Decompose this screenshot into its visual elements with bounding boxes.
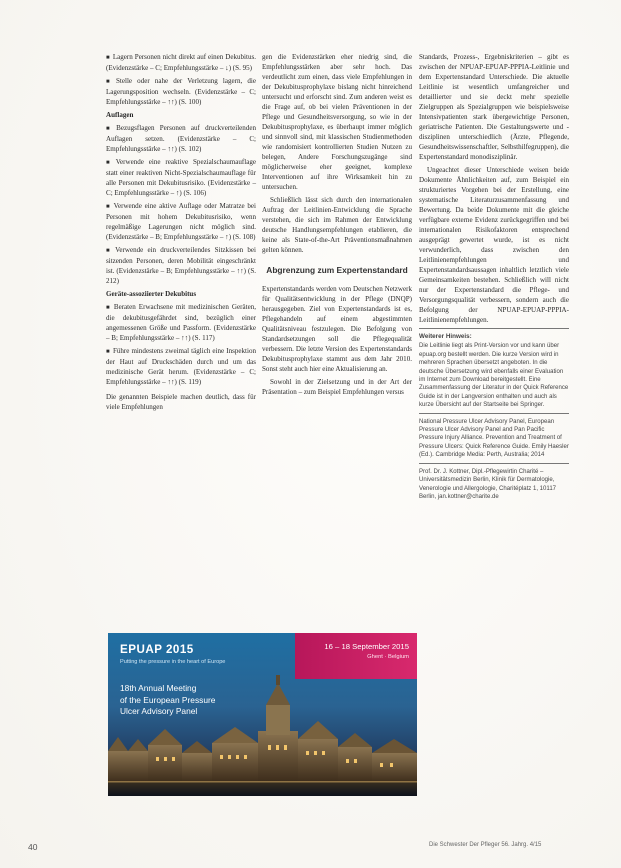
divider — [419, 463, 569, 464]
banner-meeting-line: 18th Annual Meeting — [120, 683, 197, 693]
column-3 — [419, 52, 569, 501]
body-paragraph: Standards, Prozess-, Ergebniskriterien – gibt es zwischen der NPUAP-EPUAP-PPPIA-Leitlinie und dem Expertenstandard Unterschiede. Die aktuelle Leitlinie ist wesentlich umfangreicher und detaillierter und sie deckt mehr spezielle Zielgruppen als Spezialgruppen wie beispielsweise Intensivpatienten stark übergewichtige Personen, geriatrische Patienten. Die Gestaltungswerte und -disziplinen unterschiedlich (Ärzte, Pflegende, Gesundheitswissenschaftler, Selbsthilfegruppen), die Expertenstandard monodisziplinär. — [419, 53, 569, 161]
note-title: Weiterer Hinweis: — [419, 333, 472, 340]
banner-meeting-line: Ulcer Advisory Panel — [120, 706, 198, 716]
body-paragraph: Expertenstandards werden vom Deutschen Netzwerk für Qualitätsentwicklung in der Pflege (DNQP) herausgegeben. Ziel von Expertenstandards ist es, Pflegehandeln auf einem abgestimmten Qualitätsniveau festzulegen. Die Befolgung von Standardsetzungen soll die Pflegequalität verbessern. Die letzte Version des Expertenstandards Dekubitusprophylaxe stammt aus dem Jahr 2010. Sonst steht auch hier eine Aktualisierung an. — [262, 285, 412, 373]
epuap-advert-banner — [108, 633, 417, 796]
recommendation-paragraph: ■ Verwende ein druckverteilendes Sitzkissen bei sitzenden Personen, deren Mobilität eingeschränkt ist. (Evidenzstärke – B; Empfehlungsstärke – ↑↑) (S. 212) — [106, 245, 256, 286]
banner-subtitle: Putting the pressure in the heart of Europe — [120, 659, 226, 665]
section-subheading-auflagen: Auflagen — [106, 111, 134, 119]
body-paragraph: Sowohl in der Zielsetzung und in der Art der Präsentation – zum Beispiel Empfehlungen versus — [262, 378, 412, 396]
column-2 — [262, 52, 412, 400]
recommendation-paragraph: ■ Verwende eine reaktive Spezialschaumauflage statt einer reaktiven Nicht-Spezialschaumauflage für alle Personen mit Dekubitusrisiko. (Evidenzstärke – C; Empfehlungsstärke – ↑) (S. 106) — [106, 157, 256, 198]
recommendation-paragraph: ■ Verwende eine aktive Auflage oder Matratze bei Personen mit hohem Dekubitusrisiko, wenn regelmäßige Lagerungen nicht möglich sind. (Evidenzstärke – B; Empfehlungsstärke – ↑) (S. 108) — [106, 201, 256, 242]
body-paragraph: Ungeachtet dieser Unterschiede weisen beide Dokumente Ähnlichkeiten auf, zum Beispiel ein strukturiertes Vorgehen bei der Erstellung, eine systematische Literaturzusammenfassung und Bewertung. Da beide Dokumente mit die gleiche verfügbare externe Evidenz zurückgegriffen und bei internationalen Risikofaktoren entsprechend ausgeprägt gewertet wurde, ist es nicht verwunderlich, dass zwischen den Leitlinienempfehlungen und Expertenstandardsaussagen inhaltlich letztlich viele Gemeinsamkeiten bestehen. Schließlich will nicht nur der Expertenstandard die Pflege- und Versorgungsqualität verbessern, sondern auch die Befolgung der NPUAP-EPUAP-PPPIA-Leitlinienempfehlungen. — [419, 166, 569, 324]
divider — [419, 328, 569, 329]
recommendation-paragraph: ■ Bezugsflagen Personen auf druckverteilenden Auflagen setzen. (Evidenzstärke – C; Empfehlungsstärke – ↑↑) (S. 102) — [106, 123, 256, 154]
page-number: 40 — [28, 842, 38, 852]
banner-location: Ghent · Belgium — [367, 654, 409, 660]
column-1 — [106, 52, 256, 415]
section-heading: Abgrenzung zum Expertenstandard — [266, 265, 408, 275]
body-paragraph: Die genannten Beispiele machen deutlich, dass für viele Empfehlungen — [106, 393, 256, 411]
body-paragraph: gen die Evidenzstärken eher niedrig sind, die Empfehlungsstärken aber sehr hoch. Das verdeutlicht zum einen, dass viele Empfehlungen in der Dekubitusprophylaxe bislang nicht hinreichend untersucht und erforscht sind. Zum anderen weist es die Frage auf, ob bei vielen Präventionen in der Pflege und Gesundheitsversorgung, so wie in der Dekubitusprophylaxe, es überhaupt immer möglich und sinnvoll sind, mit klassischen Studienmethoden wie randomisiert kontrollierten Studien Nutzen zu belegen, Andere Forschungszugänge sind möglicherweise eher geeignet, komplexe Interventionen auf ihre Wirksamkeit hin zu untersuchen. — [262, 53, 412, 191]
divider — [419, 413, 569, 414]
recommendation-paragraph: ■ Lagern Personen nicht direkt auf einen Dekubitus. (Evidenzstärke – C; Empfehlungsstärke – ↓) (S. 95) — [106, 52, 256, 73]
body-paragraph: Schließlich lässt sich durch den internationalen Auftrag der Leitlinien-Entwicklung die Sprache verstehen, die sich im Rahmen der Entwicklung deutsche Handlungsempfehlungen etablieren, die keine als State-of-the-Art Präventionsmaßnahmen gelten können. — [262, 196, 412, 254]
recommendation-paragraph: ■ Führe mindestens zweimal täglich eine Inspektion der Haut auf Druckschäden durch und um das medizinische Gerät herum. (Evidenzstärke – C; Empfehlungsstärke – ↑↑) (S. 119) — [106, 346, 256, 387]
banner-title: EPUAP 2015 — [120, 643, 194, 656]
banner-dates: 16 – 18 September 2015 — [324, 642, 409, 651]
recommendation-paragraph: ■ Beraten Erwachsene mit medizinischen Geräten, die dekubitusgefährdet sind, bezüglich einer angemessenen Größe und Passform. (Evidenzstärke – B; Empfehlungsstärke – ↑↑) (S. 117) — [106, 302, 256, 343]
section-subheading-geraete: Geräte-assoziierter Dekubitus — [106, 290, 197, 298]
recommendation-paragraph: ■ Stelle oder nahe der Verletzung lagern, die Lagerungsposition wechseln. (Evidenzstärke – C; Empfehlungsstärke – ↑↑) (S. 100) — [106, 76, 256, 107]
banner-meeting-line: of the European Pressure — [120, 694, 216, 705]
author-box: Prof. Dr. J. Kottner, Dipl.-Pflegewirtin Charité – Universitätsmedizin Berlin, Klinik für Dermatologie, Venerologie und Allergologie, Charitéplatz 1, 10117 Berlin, jan.kottner@charite.de — [419, 468, 557, 500]
note-box — [419, 333, 569, 410]
city-skyline-image — [108, 633, 417, 796]
journal-source: Die Schwester Der Pfleger 56. Jahrg. 4/15 — [429, 842, 542, 848]
note-text: Die Leitlinie liegt als Print-Version vor und kann über epuap.org bestellt werden. Die kurze Version wird in mehreren Sprachen übersetzt angeboten. In die deutsche Übersetzung wird ebenfalls einer Evaluation im Internet zum Download bereitgestellt. Eine Zusammenfassung der Literatur in der Quick Reference Guide ist in der Langversion enthalten und auch als kurze Übersicht auf der Startseite bei Springer. — [419, 343, 569, 409]
reference-box: National Pressure Ulcer Advisory Panel, European Pressure Ulcer Advisory Panel and Pan Pacific Pressure Injury Alliance. Prevention and Treatment of Pressure Ulcers: Quick Reference Guide. Emily Haesler (Ed.). Cambridge Media: Perth, Australia; 2014 — [419, 418, 569, 459]
